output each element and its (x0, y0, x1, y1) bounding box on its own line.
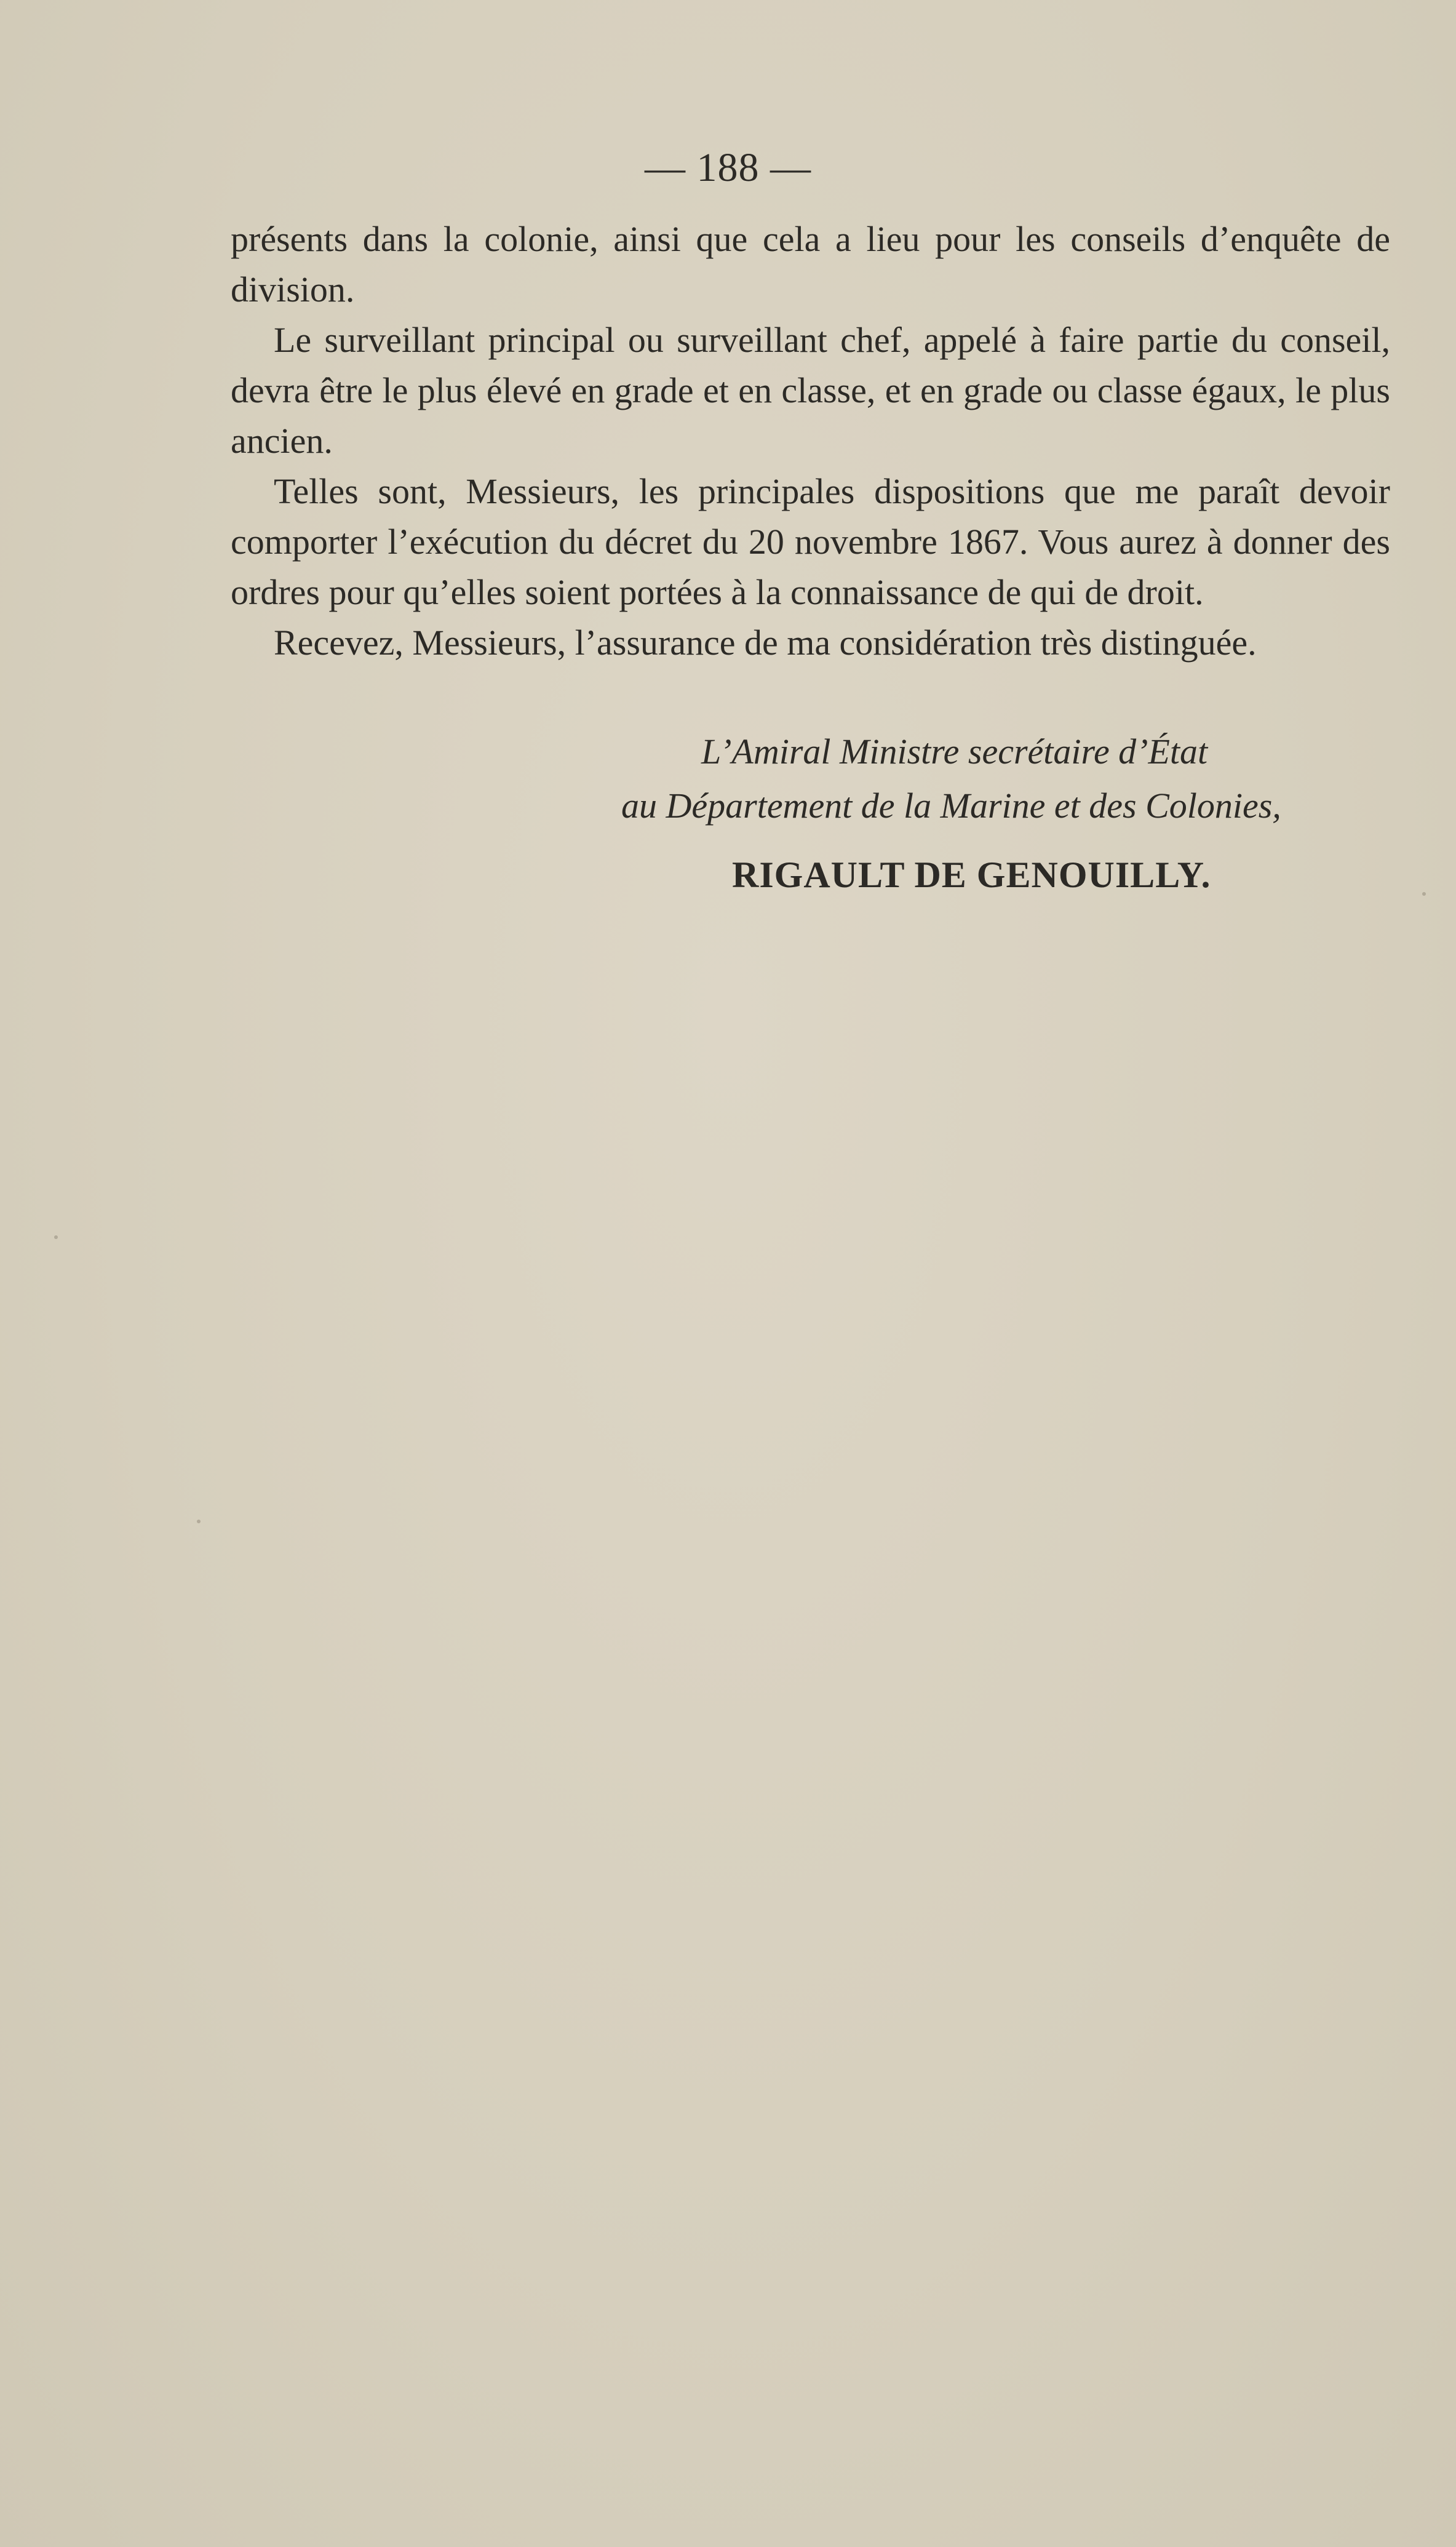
paragraph-2: Le surveillant principal ou surveillant chef, appelé à faire partie du conseil, devra être le plus élevé en grade et en classe, et en grade ou classe égaux, le plus ancien. (231, 320, 1390, 461)
signature-title-line-2: au Département de la Marine et des Colonies, (621, 786, 1281, 826)
signature-name: RIGAULT DE GENOUILLY. (732, 855, 1211, 895)
page-number: — 188 — (645, 145, 811, 190)
body-text (231, 214, 1390, 668)
paragraph-1: présents dans la colonie, ainsi que cela a lieu pour les conseils d’enquête de division. (231, 219, 1390, 309)
paragraph-4: Recevez, Messieurs, l’assurance de ma considération très distinguée. (274, 623, 1257, 663)
paper-speck (1422, 892, 1426, 896)
paragraph-3: Telles sont, Messieurs, les principales dispositions que me paraît devoir comporter l’exécution du décret du 20 novembre 1867. Vous aurez à donner des ordres pour qu’elles soient portées à la connaissance de qui de droit. (231, 471, 1390, 612)
paper-speck (197, 1520, 201, 1523)
signature-title-line-1: L’Amiral Ministre secrétaire d’État (701, 731, 1208, 771)
paper-speck (54, 1235, 58, 1239)
